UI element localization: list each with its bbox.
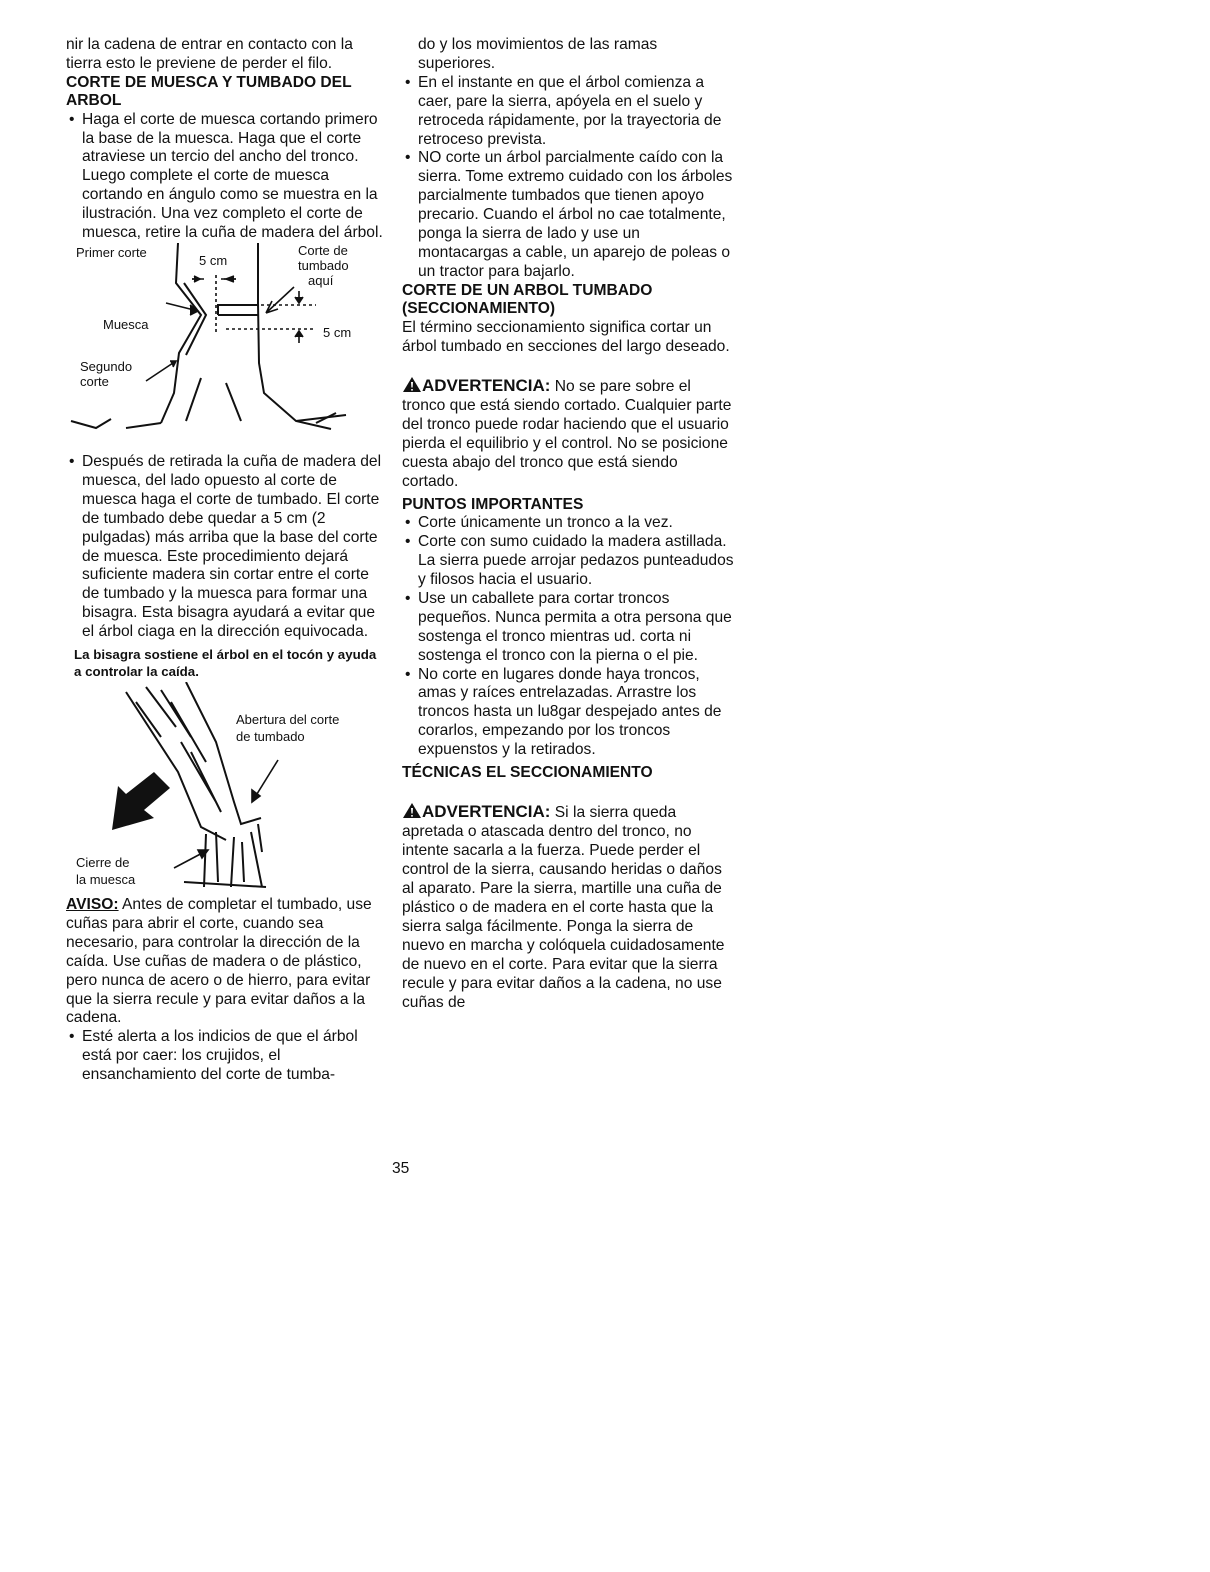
continued-text: do y los movimientos de las ramas superiores. [418, 36, 658, 72]
label-corte-3: aquí [308, 272, 334, 288]
list-item: • Corte con sumo cuidado la madera astillada. La sierra puede arrojar pedazos punteadudos y filosos hacia el usuario. [402, 533, 734, 590]
right-column [402, 36, 734, 1012]
label-abertura-2: de tumbado [236, 729, 305, 745]
warning-text: Si la sierra queda apretada o atascada dentro del tronco, no intente sacarla a la fuerza. Puede perder el control de la sierra, causando heridas o daños al aparato. Pare la sierra, martille una cuña de plástico o de madera en el corte hasta que la sierra salga fácilmente. Ponga la sierra de nuevo en marcha y colóquela cuidadosamente de nuevo en el corte. Para evitar que la sierra recule y para evitar daños a la cadena, no use cuñas de [402, 804, 725, 1011]
list-item: • No corte en lugares donde haya troncos, amas y raíces entrelazadas. Arrastre los troncos hasta un lu8gar despejado antes de corarlos, empezando por los troncos expuenstos y la retirados. [402, 666, 734, 761]
list-item: • Corte únicamente un tronco a la vez. [402, 514, 734, 533]
list-item: • En el instante en que el árbol comienza a caer, pare la sierra, apóyela en el suelo y retroceda rápidamente, por la trayectoria de retroceso prevista. [402, 74, 734, 150]
label-corte: corte [80, 373, 109, 389]
label-cierre-1: Cierre de [76, 855, 130, 871]
left-column [66, 36, 384, 1085]
fall-direction-arrow [112, 772, 170, 830]
page-number: 35 [392, 1160, 410, 1177]
dimension-marks [146, 275, 316, 381]
label-corte-1: Corte de [298, 242, 348, 258]
warning-paragraph-1 [402, 376, 734, 491]
bucking-definition: El término seccionamiento significa cortar un árbol tumbado en secciones del largo deseado. [402, 318, 730, 355]
label-dim-top: 5 cm [199, 252, 228, 268]
aviso-paragraph [66, 896, 384, 1028]
alert-list [66, 1028, 384, 1085]
hinge-diagram [66, 682, 384, 896]
falling-safety-list [402, 74, 734, 282]
list-item: • Después de retirada la cuña de madera del muesca, del lado opuesto al corte de muesca haga el corte de tumbado. El corte de tumbado debe quedar a 5 cm (2 pulgadas) más arriba que la base del corte de muesca. Este procedimiento dejará suficiente madera sin cortar entre el corte de tumbado y la muesca para formar una bisagra. Esta bisagra ayudará a evitar que el árbol ciaga en la dirección equivocada. [66, 453, 384, 642]
list-item: • Use un caballete para cortar troncos pequeños. Nunca permita a otra persona que sostenga el tronco mientras ud. corta ni sostenga el tronco con la pierna o el pie. [402, 590, 734, 666]
label-dim-right: 5 cm [323, 324, 352, 340]
section-heading-notch: CORTE DE MUESCA Y TUMBADO DEL ARBOL [66, 73, 352, 110]
warning-paragraph-2 [402, 802, 734, 1012]
hinge-caption: La bisagra sostiene el árbol en el tocón y ayuda a controlar la caída. [74, 647, 377, 680]
warning-text: No se pare sobre el tronco que está siendo cortado. Cualquier parte del tronco puede rodar haciendo que el usuario pierda el equilibrio y el control. No se posicione cuesta abajo del tronco que está siendo cortado. [402, 378, 732, 490]
notch-cut-diagram [66, 243, 384, 453]
section-heading-points: PUNTOS IMPORTANTES [402, 495, 584, 513]
intro-text: nir la cadena de entrar en contacto con la tierra esto le previene de perder el filo. [66, 36, 353, 72]
list-item: • Esté alerta a los indicios de que el árbol está por caer: los crujidos, el ensanchamiento del corte de tumba- [66, 1028, 384, 1085]
label-cierre-2: la muesca [76, 872, 136, 888]
label-abertura-1: Abertura del corte [236, 712, 340, 728]
important-points-list [402, 514, 734, 760]
warning-icon [402, 802, 422, 819]
felling-list [66, 453, 384, 642]
warning-title: ADVERTENCIA: [422, 376, 551, 396]
aviso-text: Antes de completar el tumbado, use cuñas para abrir el corte, cuando sea necesario, para controlar la dirección de la caída. Use cuñas de madera o de plástico, pero nunca de acero o de hierro, para evitar que la sierra recule y para evitar daños a la cadena. [66, 896, 372, 1027]
warning-icon [402, 376, 422, 393]
list-item: • Haga el corte de muesca cortando primero la base de la muesca. Haga que el corte atraviese un tercio del ancho del tronco. Luego complete el corte de muesca cortando en ángulo como se muestra en la ilustración. Una vez completo el corte de muesca, retire la cuña de madera del árbol. [66, 111, 384, 243]
list-item: • NO corte un árbol parcialmente caído con la sierra. Tome extremo cuidado con los árboles parcialmente tumbados que tienen apoyo precario. Cuando el árbol no cae totalmente, ponga la sierra de lado y use un montacargas a cable, un aparejo de poleas o un tractor para bajarlo. [402, 149, 734, 281]
section-heading-techniques: TÉCNICAS EL SECCIONAMIENTO [402, 764, 653, 782]
section-heading-bucking: CORTE DE UN ARBOL TUMBADO (SECCIONAMIENTO) [402, 281, 653, 318]
label-segundo: Segundo [80, 358, 133, 374]
aviso-label: AVISO: [66, 896, 119, 914]
label-corte-2: tumbado [298, 257, 349, 273]
label-primer-corte: Primer corte [76, 244, 147, 260]
label-muesca: Muesca [103, 316, 149, 332]
warning-title: ADVERTENCIA: [422, 802, 551, 822]
notch-list [66, 111, 384, 243]
